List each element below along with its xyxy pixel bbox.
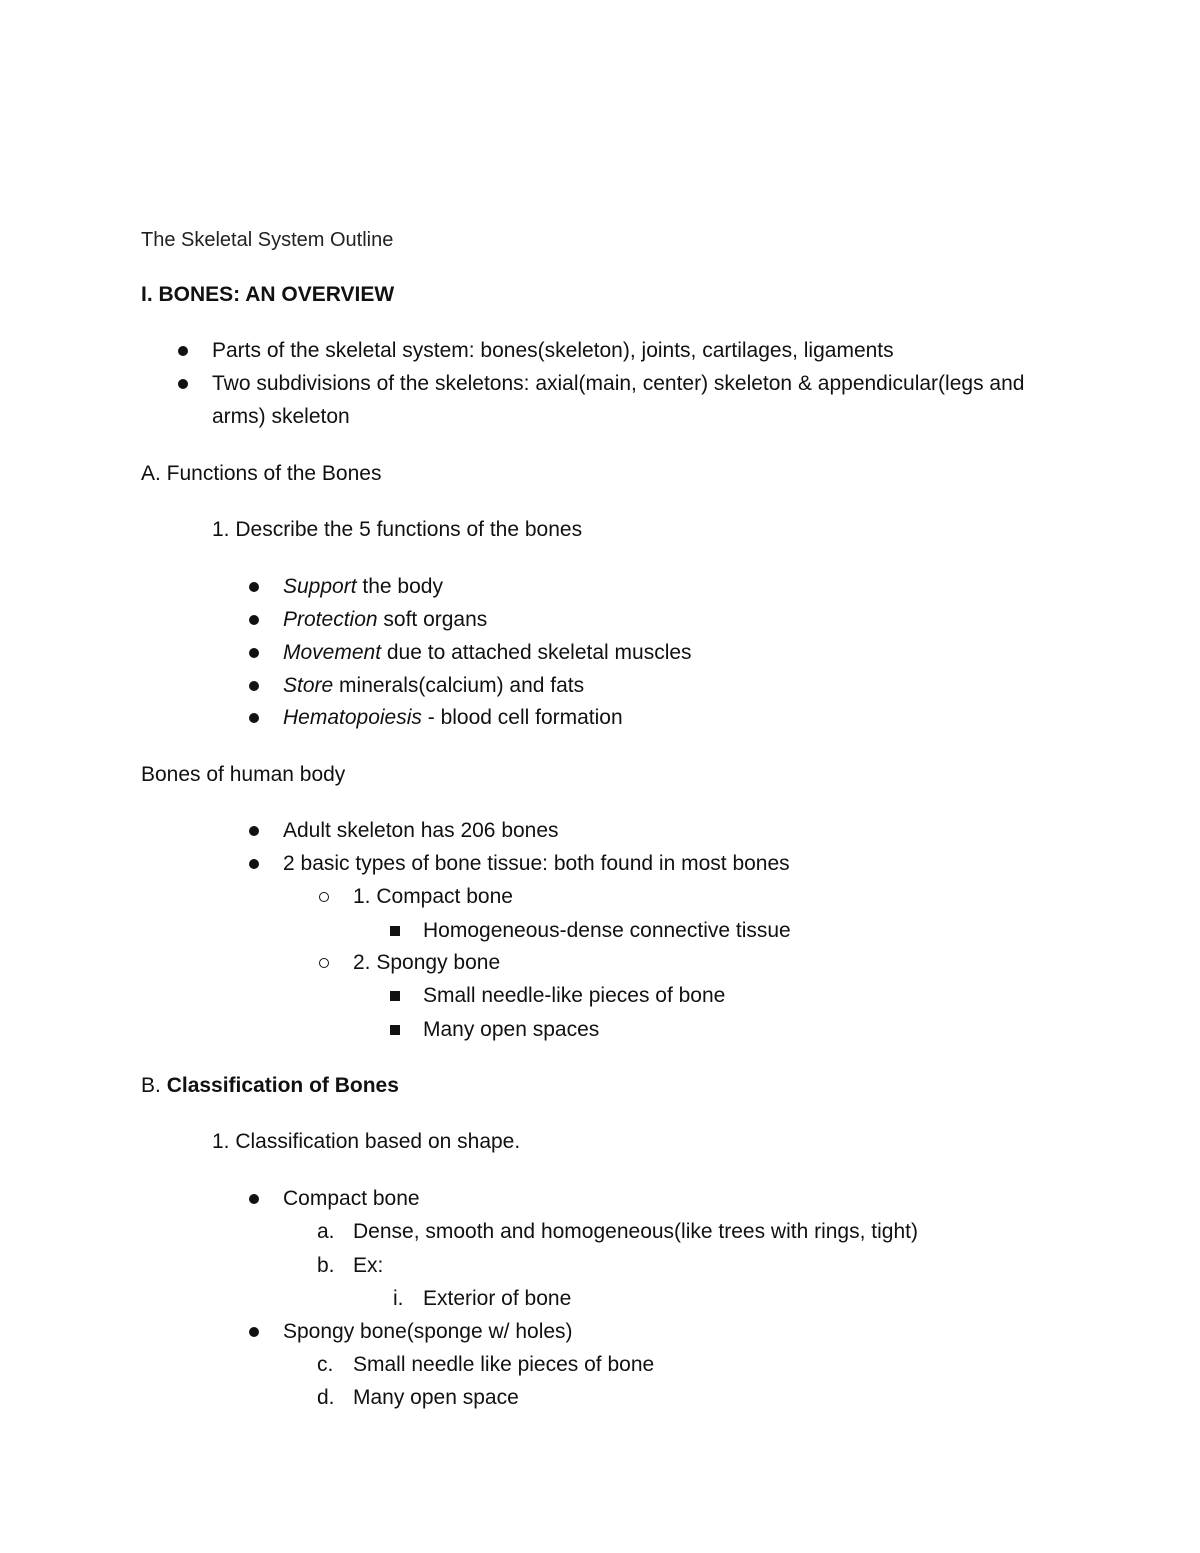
list-marker: a. [317, 1220, 335, 1243]
bullet-icon [249, 859, 259, 869]
section-heading-overview: I. BONES: AN OVERVIEW [141, 283, 395, 306]
subheading-classification: 1. Classification based on shape. [212, 1130, 521, 1153]
list-marker: c. [317, 1353, 334, 1376]
list-item: Movement due to attached skeletal muscles [283, 641, 692, 664]
document-title: The Skeletal System Outline [141, 229, 394, 251]
bullet-icon [249, 582, 259, 592]
circle-bullet-icon [319, 958, 329, 968]
list-item: Protection soft organs [283, 608, 488, 631]
list-item: Parts of the skeletal system: bones(skeleton), joints, cartilages, ligaments [212, 339, 894, 362]
list-item: Two subdivisions of the skeletons: axial(main, center) skeleton & appendicular(legs and [212, 372, 1025, 395]
list-item: Support the body [283, 575, 443, 598]
list-item: Compact bone [283, 1187, 420, 1210]
section-heading-functions: A. Functions of the Bones [141, 462, 382, 485]
bullet-icon [249, 1327, 259, 1337]
square-bullet-icon [390, 991, 400, 1001]
list-item: Many open space [353, 1386, 519, 1409]
list-item: Many open spaces [423, 1018, 600, 1041]
list-item: 2 basic types of bone tissue: both found in most bones [283, 852, 790, 875]
list-item: Dense, smooth and homogeneous(like trees with rings, tight) [353, 1220, 918, 1243]
list-item: Exterior of bone [423, 1287, 572, 1310]
list-item: Store minerals(calcium) and fats [283, 674, 585, 697]
square-bullet-icon [390, 926, 400, 936]
bullet-icon [178, 346, 188, 356]
bullet-icon [249, 1194, 259, 1204]
subheading-functions: 1. Describe the 5 functions of the bones [212, 518, 583, 541]
bullet-icon [249, 681, 259, 691]
bullet-icon [249, 648, 259, 658]
section-heading-classification: B. Classification of Bones [141, 1074, 399, 1097]
square-bullet-icon [390, 1025, 400, 1035]
list-item: Small needle like pieces of bone [353, 1353, 655, 1376]
list-item: 2. Spongy bone [353, 951, 501, 974]
list-marker: i. [393, 1287, 404, 1310]
section-heading-bones-body: Bones of human body [141, 763, 346, 786]
list-item: Spongy bone(sponge w/ holes) [283, 1320, 573, 1343]
list-item: Hematopoiesis - blood cell formation [283, 706, 623, 729]
circle-bullet-icon [319, 892, 329, 902]
bullet-icon [249, 826, 259, 836]
list-marker: d. [317, 1386, 335, 1409]
list-item: Small needle-like pieces of bone [423, 984, 726, 1007]
list-marker: b. [317, 1254, 335, 1277]
bullet-icon [178, 379, 188, 389]
list-item: Ex: [353, 1254, 384, 1277]
list-item: Adult skeleton has 206 bones [283, 819, 559, 842]
list-item-continuation: arms) skeleton [212, 405, 350, 428]
bullet-icon [249, 713, 259, 723]
list-item: 1. Compact bone [353, 885, 513, 908]
list-item: Homogeneous-dense connective tissue [423, 919, 791, 942]
bullet-icon [249, 615, 259, 625]
